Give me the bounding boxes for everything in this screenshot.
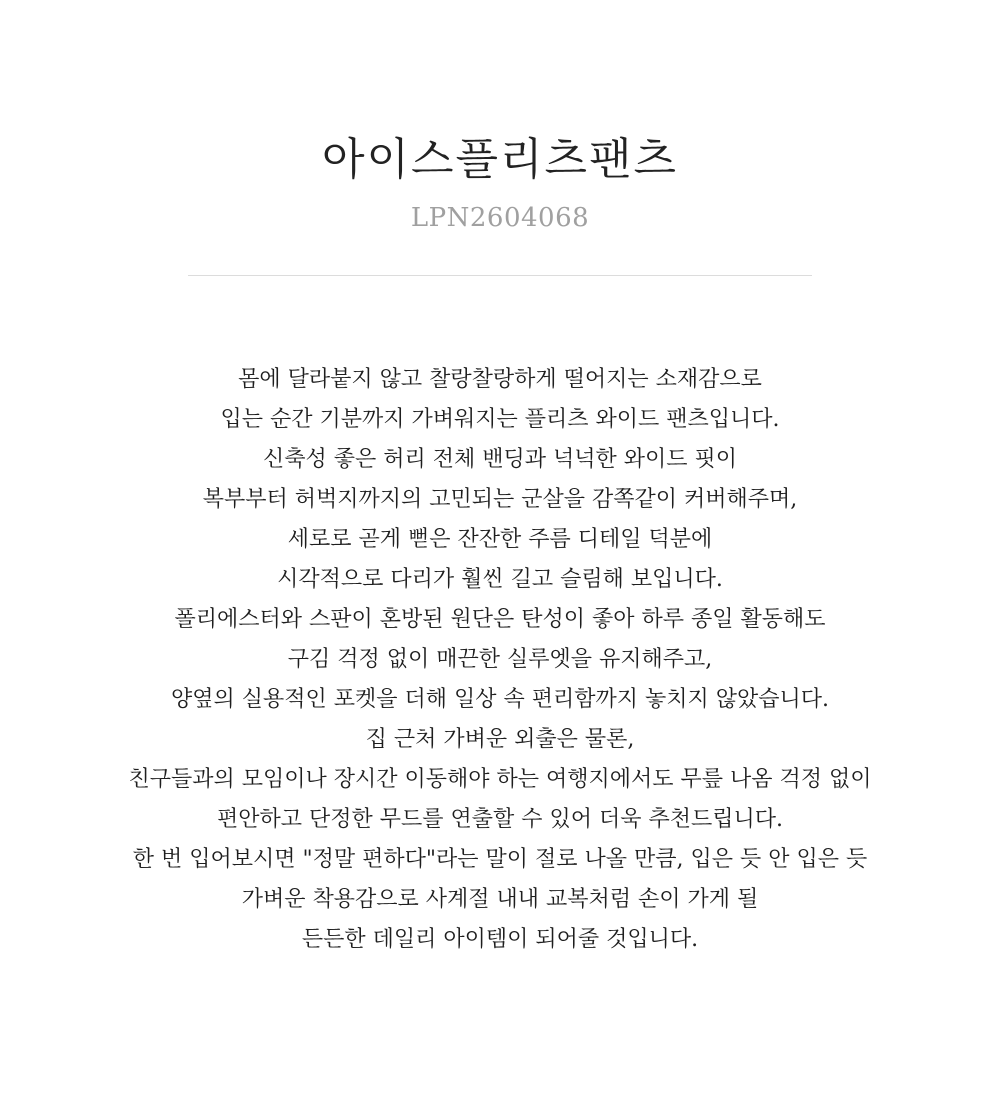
description-line: 세로로 곧게 뻗은 잔잔한 주름 디테일 덕분에 xyxy=(287,527,713,552)
description-line: 집 근처 가벼운 외출은 물론, xyxy=(365,727,635,752)
description-line: 구김 걱정 없이 매끈한 실루엣을 유지해주고, xyxy=(287,647,713,672)
description-line: 편안하고 단정한 무드를 연출할 수 있어 더욱 추천드립니다. xyxy=(217,807,783,832)
description-line: 신축성 좋은 허리 전체 밴딩과 넉넉한 와이드 핏이 xyxy=(263,447,737,472)
description-line: 복부부터 허벅지까지의 고민되는 군살을 감쪽같이 커버해주며, xyxy=(202,487,798,512)
description-line: 양옆의 실용적인 포켓을 더해 일상 속 편리함까지 놓치지 않았습니다. xyxy=(171,687,829,712)
description-line: 한 번 입어보시면 "정말 편하다"라는 말이 절로 나올 만큼, 입은 듯 안 입은 듯 xyxy=(132,847,868,872)
description-line: 시각적으로 다리가 훨씬 길고 슬림해 보입니다. xyxy=(277,567,723,592)
description-line: 입는 순간 기분까지 가벼워지는 플리츠 와이드 팬츠입니다. xyxy=(220,407,780,432)
description-line: 든든한 데일리 아이템이 되어줄 것입니다. xyxy=(301,927,699,952)
product-title: 아이스플리츠팬츠 xyxy=(321,134,679,185)
description-line: 친구들과의 모임이나 장시간 이동해야 하는 여행지에서도 무릎 나옴 걱정 없이 xyxy=(128,767,872,792)
description-line: 가벼운 착용감으로 사계절 내내 교복처럼 손이 가게 될 xyxy=(241,887,759,912)
description-line: 폴리에스터와 스판이 혼방된 원단은 탄성이 좋아 하루 종일 활동해도 xyxy=(174,607,826,632)
product-description xyxy=(0,360,1000,960)
description-line: 몸에 달라붙지 않고 찰랑찰랑하게 떨어지는 소재감으로 xyxy=(238,367,762,392)
product-code: LPN2604068 xyxy=(410,203,590,233)
divider xyxy=(188,275,812,276)
